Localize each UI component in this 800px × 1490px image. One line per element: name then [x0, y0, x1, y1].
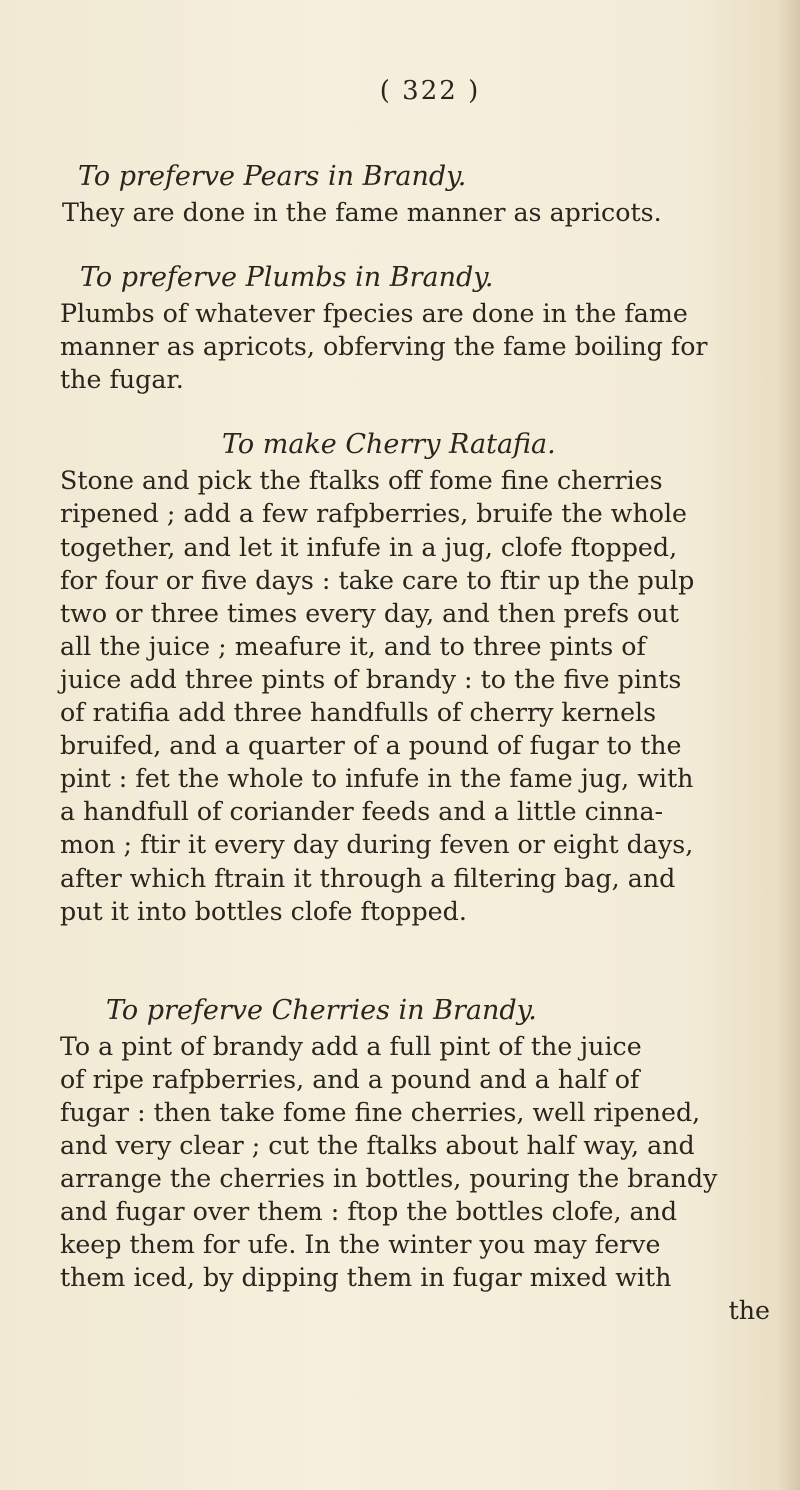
- text-line: put it into bottles clofe ftopped.: [60, 896, 467, 926]
- text-line: Plumbs of whatever fpecies are done in the fame: [60, 299, 688, 329]
- text-line: They are done in the fame manner as apricots.: [62, 198, 662, 227]
- text-line: keep them for ufe. In the winter you may ferve: [60, 1230, 661, 1260]
- text-line: and fugar over them : ftop the bottles clofe, and: [60, 1197, 678, 1227]
- text-line: and very clear ; cut the ftalks about half way, and: [60, 1130, 695, 1160]
- text-line: the fugar.: [60, 365, 184, 395]
- text-line: after which ftrain it through a filtering bag, and: [60, 863, 676, 893]
- heading-ratafia: To make Cherry Ratafia.: [222, 429, 556, 461]
- page-number: ( 322 ): [379, 76, 481, 106]
- text-line: juice add three pints of brandy : to the five pints: [60, 664, 682, 694]
- text-line: of ratifia add three handfulls of cherry kernels: [60, 698, 657, 728]
- text-line: of ripe rafpberries, and a pound and a half of: [60, 1064, 640, 1094]
- paragraph-ratafia: [60, 464, 770, 927]
- text-line: To a pint of brandy add a full pint of the juice: [60, 1031, 642, 1061]
- text-line: all the juice ; meafure it, and to three pints of: [60, 631, 646, 661]
- paragraph-plumbs: [60, 297, 770, 396]
- text-line: manner as apricots, obferving the fame boiling for: [60, 332, 708, 362]
- paragraph-cherries: [60, 1030, 770, 1328]
- catchword: the: [728, 1296, 770, 1326]
- text-line: them iced, by dipping them in fugar mixed with: [60, 1263, 672, 1293]
- text-line: mon ; ftir it every day during feven or eight days,: [60, 830, 694, 860]
- text-line: pint : fet the whole to infufe in the fame jug, with: [60, 764, 694, 794]
- heading-pears: To preferve Pears in Brandy.: [78, 161, 467, 192]
- text-line: a handfull of coriander feeds and a little cinna-: [60, 797, 664, 827]
- section-plumbs-in-brandy: [60, 259, 770, 396]
- text-line: fugar : then take fome fine cherries, well ripened,: [60, 1097, 701, 1127]
- section-pears-in-brandy: [60, 158, 770, 229]
- heading-cherries: To preferve Cherries in Brandy.: [106, 994, 537, 1026]
- text-line: Stone and pick the ftalks off fome fine cherries: [60, 466, 663, 496]
- text-column: [60, 158, 770, 1328]
- text-line: two or three times every day, and then prefs out: [60, 598, 679, 628]
- text-line: together, and let it infufe in a jug, clofe ftopped,: [60, 532, 678, 562]
- paragraph-pears: [60, 196, 770, 229]
- page-edge-shadow: [778, 0, 800, 1490]
- text-line: bruifed, and a quarter of a pound of fugar to the: [60, 731, 682, 761]
- text-line: for four or five days : take care to ftir up the pulp: [60, 565, 695, 595]
- text-line: arrange the cherries in bottles, pouring the brandy: [60, 1164, 718, 1194]
- heading-plumbs: To preferve Plumbs in Brandy.: [80, 262, 494, 294]
- text-line: ripened ; add a few rafpberries, bruife the whole: [60, 499, 688, 529]
- section-cherries-in-brandy: [60, 992, 770, 1328]
- section-cherry-ratafia: [60, 426, 770, 927]
